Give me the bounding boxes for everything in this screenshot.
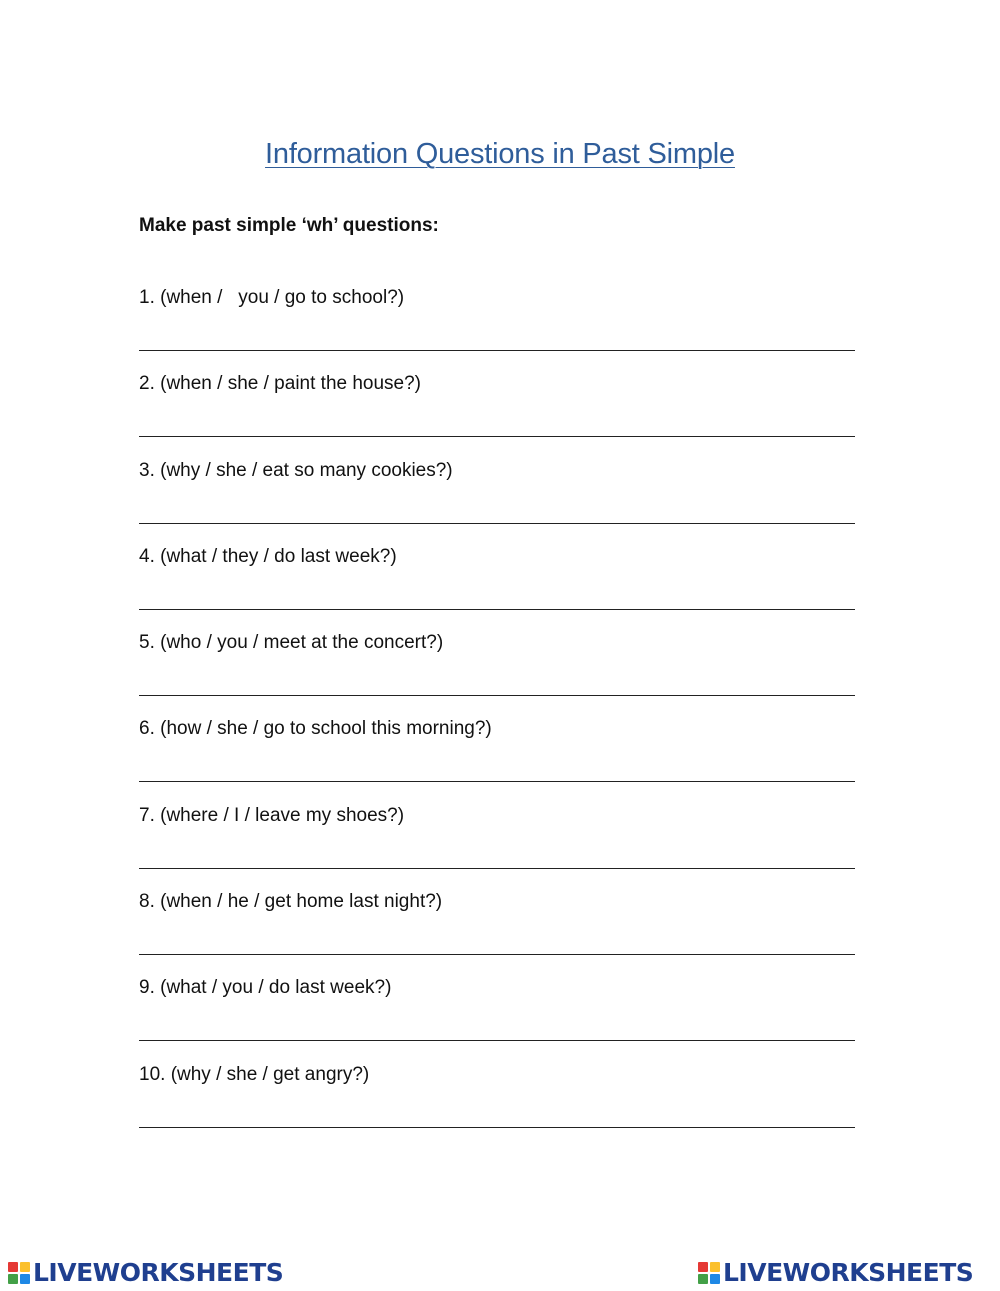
question-item — [139, 460, 855, 546]
question-prompt: 1. (when / you / go to school?) — [139, 287, 405, 308]
footer-brand-left — [8, 1258, 283, 1287]
question-prompt: 3. (why / she / eat so many cookies?) — [139, 459, 453, 481]
footer-brand-right — [698, 1258, 973, 1287]
question-item — [139, 287, 855, 373]
question-prompt: 9. (what / you / do last week?) — [139, 977, 392, 999]
question-prompt: 2. (when / she / paint the house?) — [139, 373, 422, 395]
brand-name: LIVEWORKSHEETS — [723, 1258, 974, 1287]
answer-line[interactable] — [139, 695, 855, 696]
question-item — [139, 805, 855, 891]
question-prompt: 4. (what / they / do last week?) — [139, 545, 397, 567]
question-item — [139, 373, 855, 459]
question-item — [139, 891, 855, 977]
answer-line[interactable] — [139, 350, 855, 351]
question-item — [139, 718, 855, 804]
worksheet-title — [0, 138, 1000, 171]
answer-line[interactable] — [139, 609, 855, 610]
question-prompt: 6. (how / she / go to school this morning?) — [139, 718, 492, 740]
question-prompt: 5. (who / you / meet at the concert?) — [139, 632, 444, 654]
answer-line[interactable] — [139, 523, 855, 524]
answer-line[interactable] — [139, 436, 855, 437]
brand-name: LIVEWORKSHEETS — [33, 1258, 284, 1287]
answer-line[interactable] — [139, 1127, 855, 1128]
question-item — [139, 632, 855, 718]
answer-line[interactable] — [139, 1040, 855, 1041]
answer-line[interactable] — [139, 954, 855, 955]
question-prompt: 7. (where / I / leave my shoes?) — [139, 804, 405, 826]
question-item — [139, 1064, 855, 1150]
answer-line[interactable] — [139, 868, 855, 869]
instruction-text: Make past simple ‘wh’ questions: — [139, 215, 439, 236]
answer-line[interactable] — [139, 781, 855, 782]
worksheet-title-text: Information Questions in Past Simple — [265, 138, 735, 170]
question-list — [139, 287, 855, 1150]
question-prompt: 8. (when / he / get home last night?) — [139, 891, 443, 913]
liveworksheets-logo-icon — [8, 1262, 30, 1284]
question-item — [139, 546, 855, 632]
liveworksheets-logo-icon — [698, 1262, 720, 1284]
question-prompt: 10. (why / she / get angry?) — [139, 1063, 370, 1085]
question-item — [139, 977, 855, 1063]
